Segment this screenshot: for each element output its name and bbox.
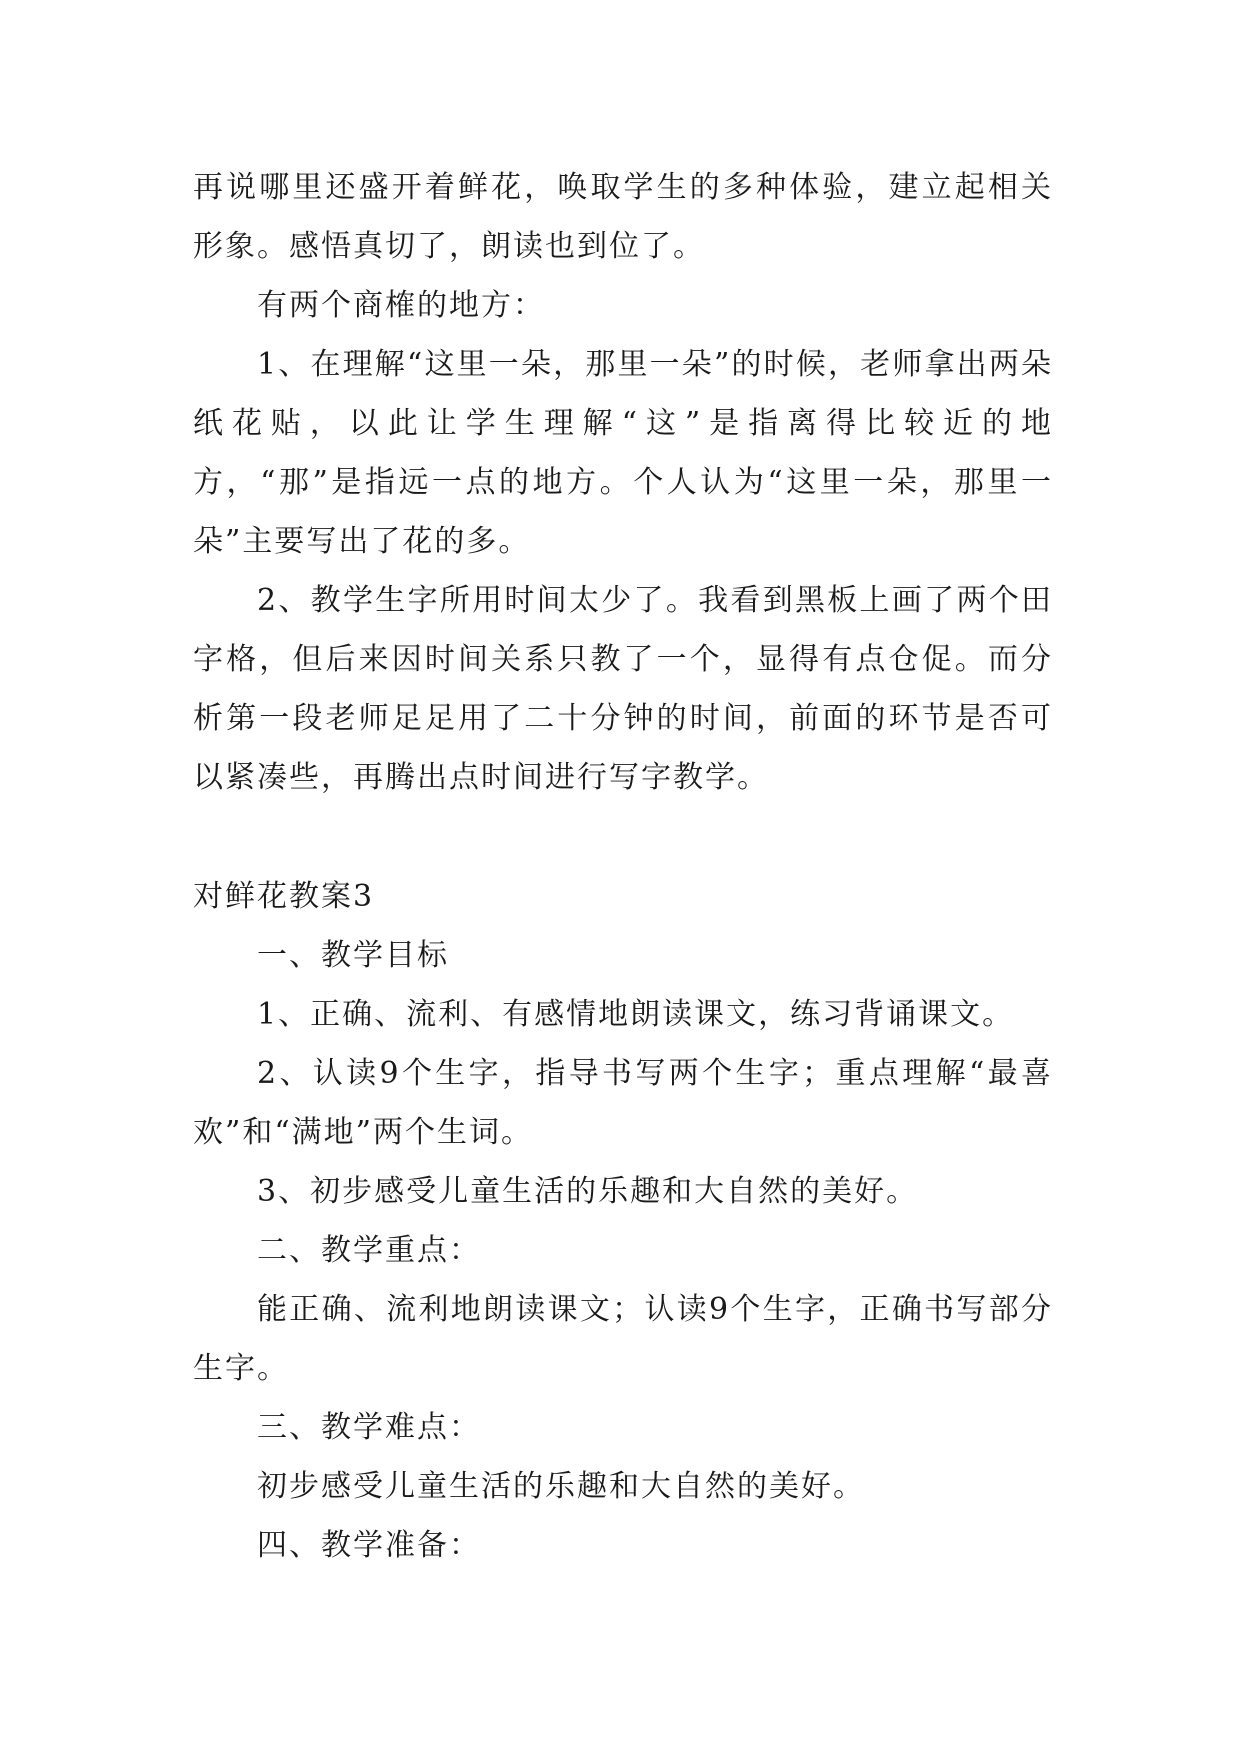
paragraph-discussion-intro: 有两个商榷的地方：	[257, 288, 545, 323]
teaching-difficulty-text: 初步感受儿童生活的乐趣和大自然的美好。	[257, 1469, 865, 1504]
heading-teaching-focus: 二、教学重点：	[257, 1233, 481, 1268]
paragraph-point-1: 1、在理解“这里一朵，那里一朵”的时候，老师拿出两朵纸花贴，以此让学生理解“这”是指离得比较近的地方，“那”是指远一点的地方。个人认为“这里一朵，那里一朵”主要写出了花的多。	[193, 347, 1053, 559]
heading-teaching-difficulty: 三、教学难点：	[257, 1410, 481, 1445]
section-title: 对鲜花教案3	[193, 879, 375, 914]
document-body	[193, 158, 1053, 1575]
teaching-focus-text: 能正确、流利地朗读课文；认读9个生字，正确书写部分生字。	[193, 1292, 1053, 1386]
goal-item-3: 3、初步感受儿童生活的乐趣和大自然的美好。	[257, 1174, 919, 1209]
paragraph-continued: 再说哪里还盛开着鲜花，唤取学生的多种体验，建立起相关形象。感悟真切了，朗读也到位了。	[193, 170, 1053, 264]
goal-item-1: 1、正确、流利、有感情地朗读课文，练习背诵课文。	[257, 997, 1015, 1032]
goal-item-2: 2、认读9个生字，指导书写两个生字；重点理解“最喜欢”和“满地”两个生词。	[193, 1056, 1053, 1150]
paragraph-point-2: 2、教学生字所用时间太少了。我看到黑板上画了两个田字格，但后来因时间关系只教了一个，显得有点仓促。而分析第一段老师足足用了二十分钟的时间，前面的环节是否可以紧凑些，再腾出点时间进行写字教学。	[193, 583, 1053, 795]
heading-teaching-goals: 一、教学目标	[257, 938, 449, 973]
heading-teaching-preparation: 四、教学准备：	[257, 1528, 481, 1563]
